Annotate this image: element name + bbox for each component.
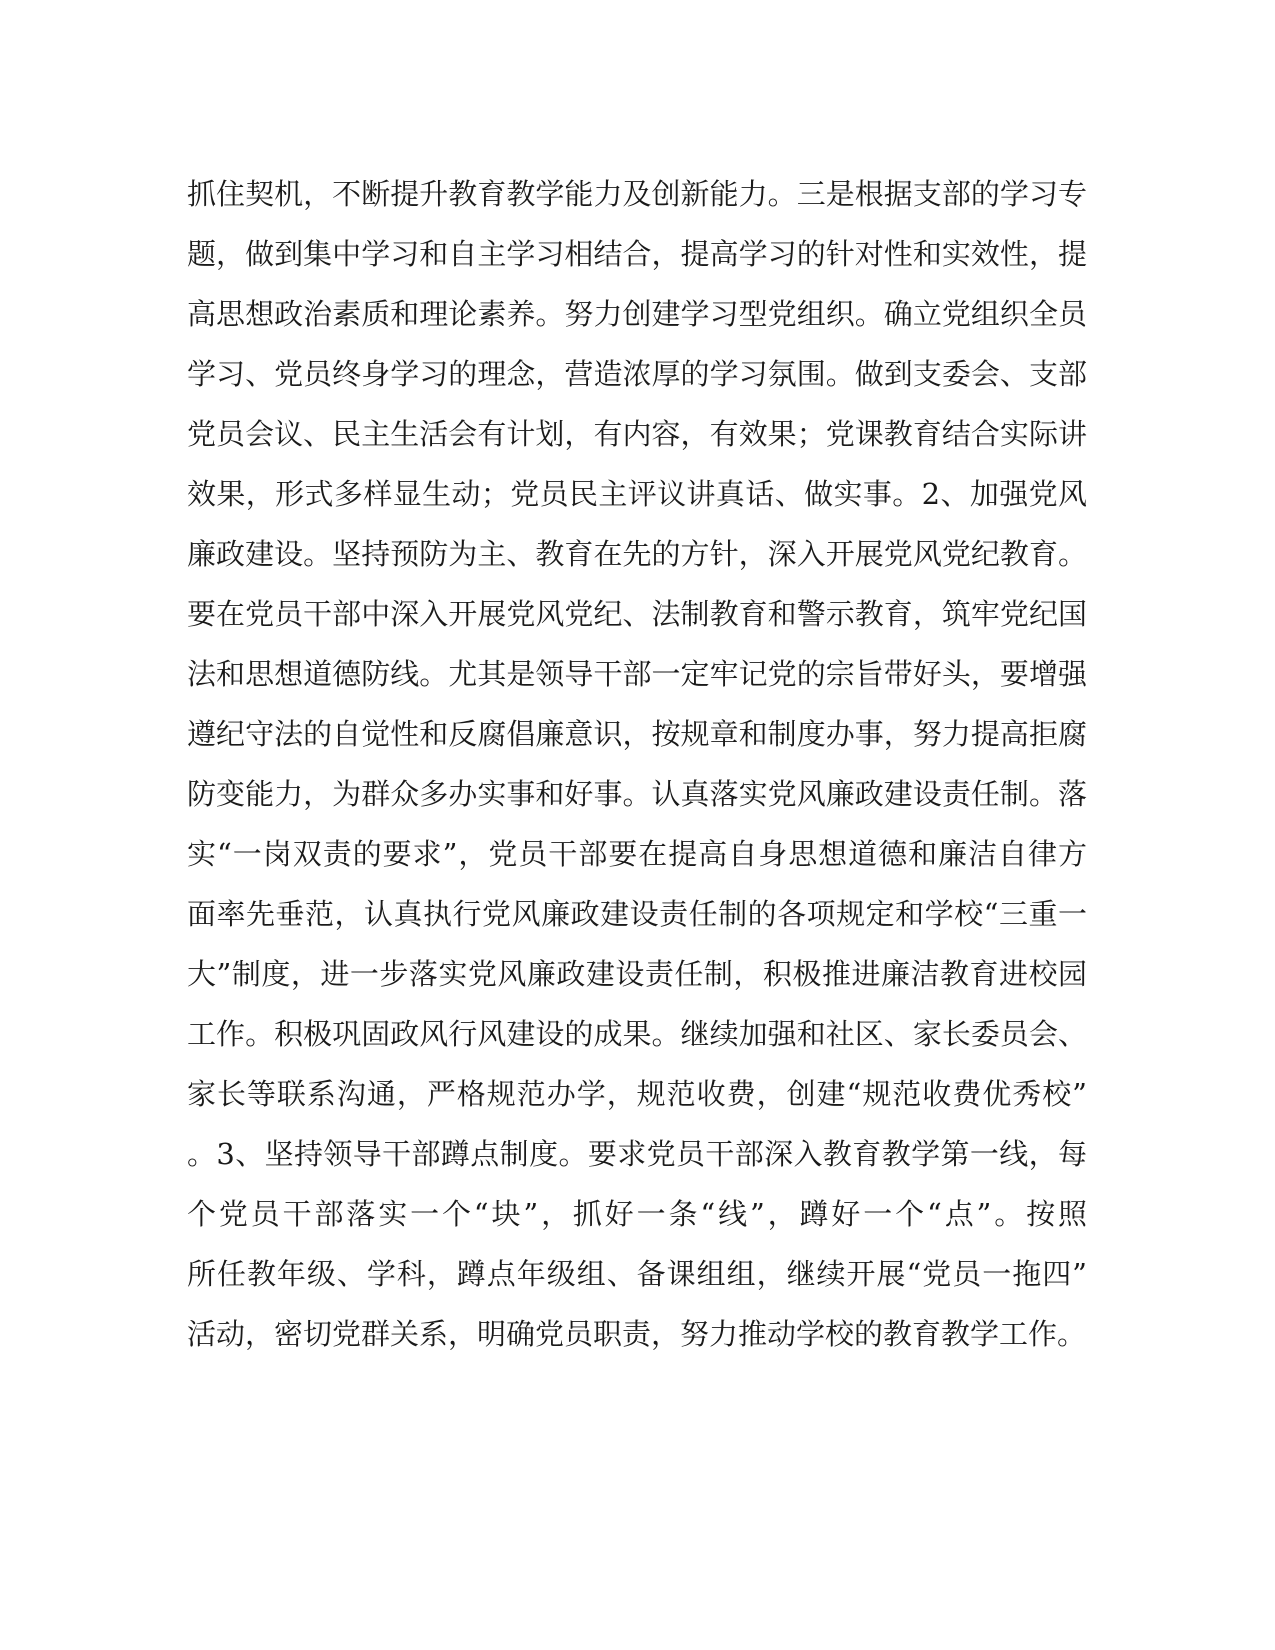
- text-line: 所任教年级、学科，蹲点年级组、备课组组，继续开展“党员一拖四”: [187, 1257, 1087, 1291]
- text-line: 活动，密切党群关系，明确党员职责，努力推动学校的教育教学工作。: [187, 1317, 1087, 1351]
- body-paragraph: [187, 164, 1087, 1364]
- text-line: 。3、坚持领导干部蹲点制度。要求党员干部深入教育教学第一线，每: [187, 1137, 1087, 1171]
- text-line: 防变能力，为群众多办实事和好事。认真落实党风廉政建设责任制。落: [187, 777, 1087, 811]
- text-line: 实“一岗双责的要求”，党员干部要在提高自身思想道德和廉洁自律方: [187, 837, 1087, 871]
- text-line: 大”制度，进一步落实党风廉政建设责任制，积极推进廉洁教育进校园: [187, 957, 1087, 991]
- text-line: 个党员干部落实一个“块”，抓好一条“线”，蹲好一个“点”。按照: [187, 1197, 1087, 1231]
- text-line: 廉政建设。坚持预防为主、教育在先的方针，深入开展党风党纪教育。: [187, 537, 1087, 571]
- text-line: 遵纪守法的自觉性和反腐倡廉意识，按规章和制度办事，努力提高拒腐: [187, 717, 1087, 751]
- text-line: 党员会议、民主生活会有计划，有内容，有效果；党课教育结合实际讲: [187, 417, 1087, 451]
- text-line: 家长等联系沟通，严格规范办学，规范收费，创建“规范收费优秀校”: [187, 1077, 1087, 1111]
- text-line: 要在党员干部中深入开展党风党纪、法制教育和警示教育，筑牢党纪国: [187, 597, 1087, 631]
- text-line: 效果，形式多样显生动；党员民主评议讲真话、做实事。2、加强党风: [187, 477, 1087, 511]
- text-line: 题，做到集中学习和自主学习相结合，提高学习的针对性和实效性，提: [187, 237, 1087, 271]
- text-line: 抓住契机，不断提升教育教学能力及创新能力。三是根据支部的学习专: [187, 177, 1087, 211]
- text-line: 学习、党员终身学习的理念，营造浓厚的学习氛围。做到支委会、支部: [187, 357, 1087, 391]
- text-line: 工作。积极巩固政风行风建设的成果。继续加强和社区、家长委员会、: [187, 1017, 1087, 1051]
- text-line: 法和思想道德防线。尤其是领导干部一定牢记党的宗旨带好头，要增强: [187, 657, 1087, 691]
- text-line: 高思想政治素质和理论素养。努力创建学习型党组织。确立党组织全员: [187, 297, 1087, 331]
- text-line: 面率先垂范，认真执行党风廉政建设责任制的各项规定和学校“三重一: [187, 897, 1087, 931]
